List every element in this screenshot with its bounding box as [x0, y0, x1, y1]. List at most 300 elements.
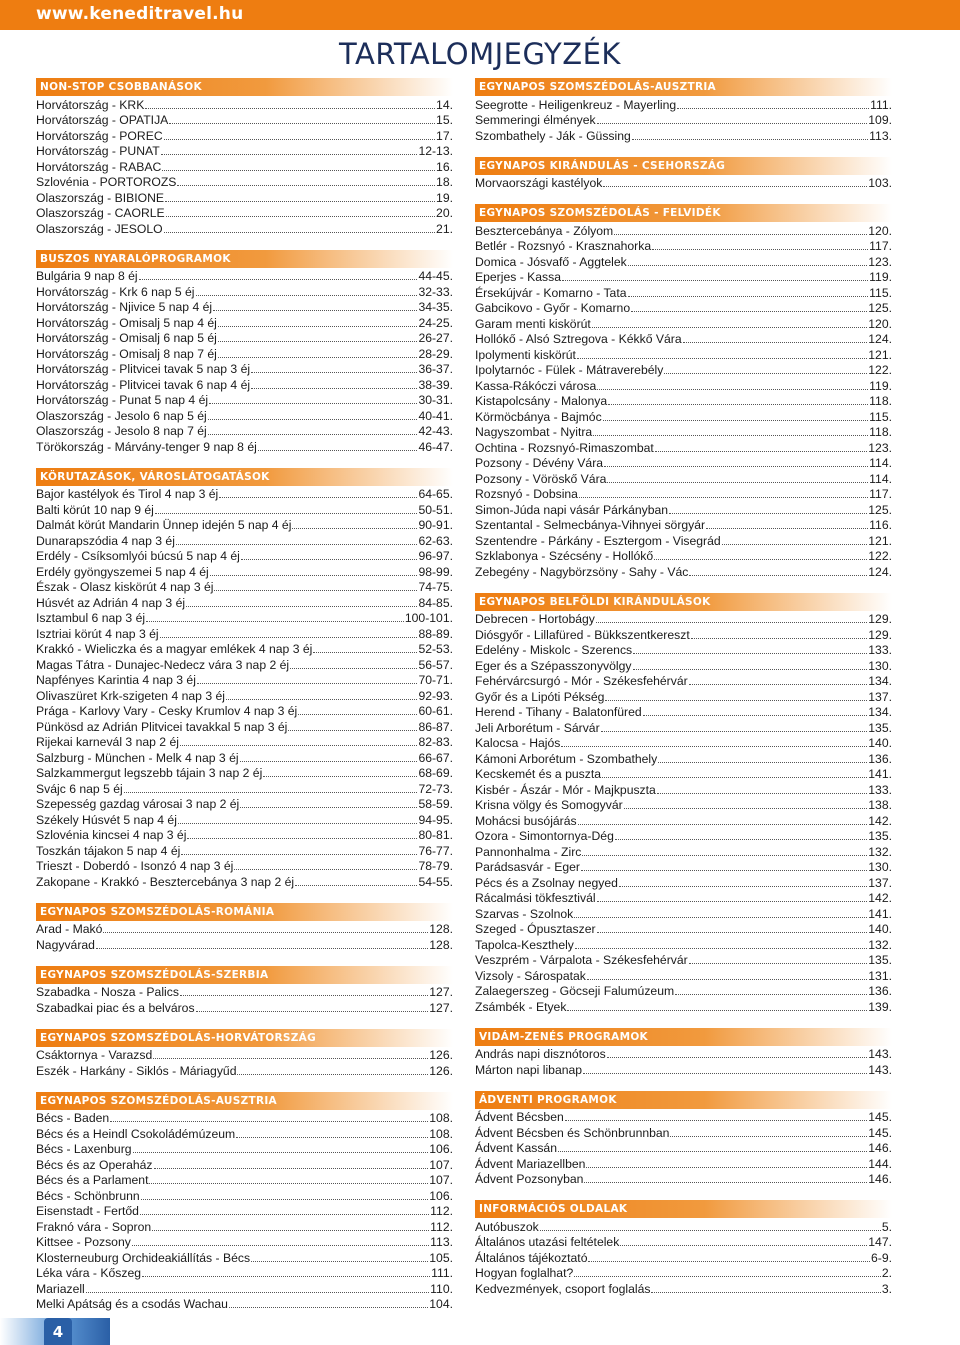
- entry-page-number: 110.: [430, 1281, 453, 1296]
- dot-leader: [164, 139, 435, 140]
- dot-leader: [669, 513, 867, 514]
- entry-title: Bécs - Baden: [36, 1111, 110, 1125]
- entry-title: Törökország - Márvány-tenger 9 nap 8 éj: [36, 439, 257, 454]
- toc-entry[interactable]: [475, 1124, 892, 1140]
- entry-title: Fehérvárcsurgó - Mór - Székesfehérvár: [475, 674, 688, 688]
- section-header: EGYNAPOS KIRÁNDULÁS - CSEHORSZÁG: [475, 157, 892, 175]
- entry-page-number: 111.: [870, 97, 892, 112]
- entry-page-number: 147.: [868, 1235, 892, 1249]
- toc-entry[interactable]: [475, 1218, 892, 1234]
- entry-page-number: 141.: [868, 767, 892, 781]
- section-gap: [475, 1077, 892, 1091]
- dot-leader: [197, 683, 418, 684]
- toc-entry[interactable]: [36, 268, 453, 284]
- toc-entry[interactable]: [475, 828, 892, 844]
- entry-page-number: 142.: [868, 891, 892, 905]
- toc-entry[interactable]: [475, 921, 892, 937]
- entry-title: Kittsee - Pozsony: [36, 1235, 131, 1249]
- entry-title: Mohácsi busójárás: [475, 813, 577, 828]
- dot-leader: [237, 1074, 428, 1075]
- toc-entry[interactable]: [475, 812, 892, 828]
- entry-title: Besztercebánya - Zólyom: [475, 223, 614, 238]
- toc-entry[interactable]: [475, 238, 892, 254]
- entry-page-number: 119.: [869, 378, 892, 393]
- toc-entry[interactable]: [475, 269, 892, 285]
- entry-title: Erdély - Csíksomlyói búcsú 5 nap 4 éj: [36, 549, 240, 563]
- entry-title: Horvátország - Omisalj 6 nap 5 éj: [36, 331, 217, 345]
- toc-entry[interactable]: [36, 127, 453, 143]
- entry-title: Szklabonya - Szécsény - Hollókő: [475, 549, 654, 563]
- toc-entry[interactable]: [36, 936, 453, 952]
- entry-page-number: 135.: [868, 953, 892, 967]
- toc-entry[interactable]: [475, 611, 892, 627]
- dot-leader: [632, 139, 868, 140]
- entry-title: Zsámbék - Etyek: [475, 999, 567, 1014]
- toc-entry[interactable]: [36, 1062, 453, 1078]
- dot-leader: [654, 559, 867, 560]
- toc-section: [475, 593, 892, 1014]
- dot-leader: [132, 1245, 429, 1246]
- entry-page-number: 19.: [436, 190, 453, 205]
- toc-entry[interactable]: [36, 517, 453, 533]
- entry-page-number: 60-61.: [418, 704, 453, 718]
- dot-leader: [628, 265, 868, 266]
- dot-leader: [251, 372, 417, 373]
- toc-entry[interactable]: [36, 1203, 453, 1219]
- toc-entry[interactable]: [36, 96, 453, 112]
- toc-entry[interactable]: [36, 780, 453, 796]
- toc-entry[interactable]: [36, 563, 453, 579]
- entry-page-number: 36-37.: [418, 362, 453, 376]
- toc-section: [36, 966, 453, 1015]
- entry-title: Bécs - Schönbrunn: [36, 1188, 140, 1203]
- dot-leader: [582, 855, 867, 856]
- toc-entry[interactable]: [475, 408, 892, 424]
- toc-entry[interactable]: [36, 641, 453, 657]
- toc-entry[interactable]: [475, 952, 892, 968]
- dot-leader: [209, 403, 417, 404]
- entry-page-number: 84-85.: [418, 595, 453, 610]
- toc-entry[interactable]: [36, 1172, 453, 1188]
- toc-entry[interactable]: [475, 983, 892, 999]
- toc-entry[interactable]: [36, 1249, 453, 1265]
- entry-title: Szeged - Ópusztaszer: [475, 922, 596, 936]
- entry-page-number: 107.: [429, 1173, 453, 1187]
- entry-page-number: 66-67.: [418, 750, 453, 765]
- top-banner: [0, 0, 960, 30]
- entry-page-number: 78-79.: [418, 859, 453, 873]
- dot-leader: [607, 1057, 868, 1058]
- entry-page-number: 70-71.: [418, 673, 453, 687]
- entry-title: Fraknó vára - Sopron: [36, 1219, 152, 1234]
- dot-leader: [605, 700, 867, 701]
- toc-section: [36, 1092, 453, 1312]
- toc-entry[interactable]: [475, 1061, 892, 1077]
- toc-entry[interactable]: [475, 859, 892, 875]
- toc-entry[interactable]: [36, 548, 453, 564]
- toc-entry[interactable]: [475, 548, 892, 564]
- toc-entry[interactable]: [36, 407, 453, 423]
- toc-entry[interactable]: [36, 158, 453, 174]
- toc-entry[interactable]: [475, 642, 892, 658]
- toc-entry[interactable]: [475, 704, 892, 720]
- toc-entry[interactable]: [475, 517, 892, 533]
- dot-leader: [624, 808, 868, 809]
- entry-page-number: 144.: [868, 1156, 892, 1171]
- dot-leader: [577, 358, 867, 359]
- toc-entry[interactable]: [475, 439, 892, 455]
- entry-page-number: 131.: [868, 968, 892, 983]
- toc-entry[interactable]: [475, 1140, 892, 1156]
- entry-title: Ozora - Simontornya-Dég: [475, 829, 614, 843]
- toc-entry[interactable]: [36, 984, 453, 1000]
- toc-entry[interactable]: [475, 936, 892, 952]
- toc-entry[interactable]: [475, 1265, 892, 1281]
- toc-entry[interactable]: [475, 1109, 892, 1125]
- entry-page-number: 137.: [868, 875, 892, 890]
- toc-entry[interactable]: [36, 656, 453, 672]
- entry-page-number: 115.: [869, 409, 892, 424]
- dot-leader: [587, 979, 867, 980]
- toc-entry[interactable]: [36, 1218, 453, 1234]
- entry-title: Edelény - Miskolc - Szerencs: [475, 643, 633, 657]
- toc-entry[interactable]: [475, 750, 892, 766]
- toc-entry[interactable]: [36, 594, 453, 610]
- toc-entry[interactable]: [36, 330, 453, 346]
- toc-entry[interactable]: [36, 765, 453, 781]
- toc-entry[interactable]: [36, 1125, 453, 1141]
- toc-entry[interactable]: [36, 532, 453, 548]
- entry-page-number: 88-89.: [418, 626, 453, 641]
- toc-entry[interactable]: [475, 501, 892, 517]
- toc-entry[interactable]: [475, 673, 892, 689]
- entry-title: Pünkösd az Adrián Plitvicei tavakkal 5 nap 3 éj: [36, 719, 288, 734]
- toc-entry[interactable]: [36, 1187, 453, 1203]
- toc-entry[interactable]: [475, 127, 892, 143]
- toc-entry[interactable]: [36, 283, 453, 299]
- toc-entry[interactable]: [36, 827, 453, 843]
- entry-title: Horvátország - RABAC: [36, 159, 162, 174]
- toc-entry[interactable]: [475, 735, 892, 751]
- toc-entry[interactable]: [36, 749, 453, 765]
- toc-entry[interactable]: [475, 1046, 892, 1062]
- toc-entry[interactable]: [36, 1047, 453, 1063]
- entry-page-number: 56-57.: [418, 657, 453, 672]
- entry-title: Mariazell: [36, 1281, 85, 1296]
- entry-title: Jeli Arborétum - Sárvár: [475, 720, 600, 735]
- dot-leader: [145, 108, 435, 109]
- dot-leader: [579, 497, 868, 498]
- toc-entry[interactable]: [36, 858, 453, 874]
- toc-entry[interactable]: [475, 1280, 892, 1296]
- entry-title: Szlovénia kincsei 4 nap 3 éj: [36, 828, 187, 842]
- site-url-link[interactable]: www.keneditravel.hu: [36, 4, 244, 24]
- toc-entry[interactable]: [475, 905, 892, 921]
- toc-entry[interactable]: [36, 1156, 453, 1172]
- entry-title: Rijekai karnevál 3 nap 2 éj: [36, 735, 179, 749]
- dot-leader: [142, 1276, 430, 1277]
- toc-entry[interactable]: [475, 688, 892, 704]
- entry-title: Salzkammergut legszebb tájain 3 nap 2 éj: [36, 766, 263, 780]
- section-gap: [475, 143, 892, 157]
- dot-leader: [603, 420, 869, 421]
- dot-leader: [149, 1183, 428, 1184]
- toc-entry[interactable]: [475, 890, 892, 906]
- toc-entry[interactable]: [475, 96, 892, 112]
- entry-title: Hogyan foglalhat?: [475, 1266, 574, 1280]
- toc-entry[interactable]: [36, 718, 453, 734]
- entry-page-number: 62-63.: [418, 533, 453, 548]
- entry-title: Ádvent Bécsben és Schönbrunnban: [475, 1125, 670, 1140]
- toc-entry[interactable]: [36, 392, 453, 408]
- toc-section: [475, 1200, 892, 1296]
- entry-page-number: 117.: [869, 487, 892, 501]
- dot-leader: [86, 1292, 429, 1293]
- toc-entry[interactable]: [475, 222, 892, 238]
- dot-leader: [234, 869, 417, 870]
- entry-page-number: 128.: [429, 922, 453, 936]
- toc-entry[interactable]: [475, 284, 892, 300]
- toc-entry[interactable]: [36, 1234, 453, 1250]
- entry-title: Parádsasvár - Eger: [475, 860, 580, 874]
- toc-entry[interactable]: [475, 315, 892, 331]
- entry-title: Eisenstadt - Fertőd: [36, 1204, 139, 1218]
- toc-entry[interactable]: [36, 220, 453, 236]
- entry-page-number: 127.: [429, 985, 453, 999]
- entry-title: Horvátország - Njivice 5 nap 4 éj: [36, 300, 213, 314]
- dot-leader: [162, 170, 435, 171]
- toc-section: [475, 1028, 892, 1077]
- entry-page-number: 128.: [429, 937, 453, 952]
- toc-entry[interactable]: [36, 314, 453, 330]
- entry-page-number: 141.: [868, 906, 892, 921]
- toc-entry[interactable]: [475, 563, 892, 579]
- section-gap: [36, 1015, 453, 1029]
- dot-leader: [607, 482, 868, 483]
- dot-leader: [588, 1261, 870, 1262]
- dot-leader: [597, 123, 868, 124]
- toc-entry[interactable]: [36, 610, 453, 626]
- toc-section: [36, 468, 453, 889]
- toc-entry[interactable]: [475, 175, 892, 191]
- entry-title: Arad - Makó: [36, 922, 103, 936]
- toc-entry[interactable]: [36, 921, 453, 937]
- entry-page-number: 32-33.: [418, 284, 453, 299]
- toc-entry[interactable]: [36, 687, 453, 703]
- entry-page-number: 108.: [429, 1126, 453, 1141]
- dot-leader: [597, 389, 868, 390]
- section-header: BUSZOS NYARALÓPROGRAMOK: [36, 250, 453, 268]
- entry-title: Bécs és a Parlament: [36, 1173, 149, 1187]
- toc-entry[interactable]: [36, 112, 453, 128]
- dot-leader: [133, 1152, 429, 1153]
- toc-entry[interactable]: [475, 843, 892, 859]
- dot-leader: [258, 450, 418, 451]
- page-title: TARTALOMJEGYZÉK: [339, 37, 621, 71]
- dot-leader: [160, 637, 418, 638]
- entry-page-number: 6-9.: [870, 1250, 892, 1265]
- dot-leader: [236, 1137, 428, 1138]
- toc-entry[interactable]: [475, 1249, 892, 1265]
- toc-entry[interactable]: [36, 423, 453, 439]
- entry-title: Horvátország - Krk 6 nap 5 éj: [36, 284, 195, 299]
- entry-title: Dalmát körút Mandarin Ünnep idején 5 nap 4 éj: [36, 518, 292, 532]
- entry-title: Horvátország - KRK: [36, 97, 145, 112]
- entry-page-number: 58-59.: [418, 797, 453, 811]
- toc-entry[interactable]: [475, 253, 892, 269]
- toc-entry[interactable]: [36, 501, 453, 517]
- toc-entry[interactable]: [475, 470, 892, 486]
- dot-leader: [140, 1214, 429, 1215]
- entry-page-number: 12-13.: [418, 144, 453, 158]
- toc-entry[interactable]: [36, 873, 453, 889]
- entry-title: Semmeringi élmények: [475, 113, 596, 127]
- entry-title: Ipolytarnóc - Fülek - Mátraverebély: [475, 363, 664, 377]
- toc-entry[interactable]: [36, 1280, 453, 1296]
- toc-entry[interactable]: [36, 672, 453, 688]
- dot-leader: [620, 1245, 867, 1246]
- dot-leader: [615, 839, 867, 840]
- dot-leader: [602, 777, 867, 778]
- toc-entry[interactable]: [475, 766, 892, 782]
- entry-page-number: 113.: [430, 1235, 453, 1249]
- entry-title: Rácalmási tökfesztivál: [475, 891, 596, 905]
- toc-entry[interactable]: [36, 189, 453, 205]
- toc-entry[interactable]: [36, 734, 453, 750]
- entry-page-number: 122.: [868, 363, 892, 377]
- toc-entry[interactable]: [36, 361, 453, 377]
- toc-entry[interactable]: [475, 1171, 892, 1187]
- toc-entry[interactable]: [475, 797, 892, 813]
- entry-page-number: 135.: [868, 720, 892, 735]
- entry-page-number: 135.: [868, 829, 892, 843]
- entry-title: Ádvent Kassán: [475, 1141, 557, 1155]
- toc-entry[interactable]: [475, 486, 892, 502]
- entry-title: Horvátország - Plitvicei tavak 6 nap 4 éj: [36, 377, 251, 392]
- dot-leader: [180, 995, 428, 996]
- section-gap: [36, 454, 453, 468]
- toc-entry[interactable]: [475, 346, 892, 362]
- toc-entry[interactable]: [36, 299, 453, 315]
- section-header: EGYNAPOS SZOMSZÉDOLÁS-SZERBIA: [36, 966, 453, 984]
- toc-entry[interactable]: [36, 438, 453, 454]
- dot-leader: [567, 1010, 867, 1011]
- section-header: KÖRUTAZÁSOK, VÁROSLÁTOGATÁSOK: [36, 468, 453, 486]
- dot-leader: [586, 1167, 867, 1168]
- toc-entry[interactable]: [36, 703, 453, 719]
- toc-section: [36, 78, 453, 236]
- toc-entry[interactable]: [475, 377, 892, 393]
- entry-title: Horvátország - Plitvicei tavak 5 nap 3 éj: [36, 362, 251, 376]
- toc-entry[interactable]: [475, 657, 892, 673]
- entry-page-number: 134.: [868, 674, 892, 688]
- entry-title: Kámoni Arborétum - Szombathely: [475, 751, 658, 766]
- entry-title: Ipolymenti kiskörút: [475, 347, 576, 362]
- entry-title: Hollókő - Alsó Sztregova - Kékkő Vára: [475, 332, 682, 346]
- entry-title: Bécs és az Operaház: [36, 1157, 153, 1172]
- toc-entry[interactable]: [475, 998, 892, 1014]
- toc-entry[interactable]: [36, 842, 453, 858]
- entry-page-number: 118.: [869, 425, 892, 439]
- toc-entry[interactable]: [475, 626, 892, 642]
- toc-entry[interactable]: [475, 424, 892, 440]
- dot-leader: [670, 1136, 867, 1137]
- toc-entry[interactable]: [475, 719, 892, 735]
- toc-entry[interactable]: [36, 1296, 453, 1312]
- toc-entry[interactable]: [475, 781, 892, 797]
- dot-leader: [631, 311, 867, 312]
- section-gap: [36, 889, 453, 903]
- entry-page-number: 46-47.: [418, 439, 453, 454]
- entry-title: Toszkán tájakon 5 nap 4 éj: [36, 843, 181, 858]
- toc-entry[interactable]: [36, 796, 453, 812]
- toc-entry[interactable]: [475, 967, 892, 983]
- dot-leader: [251, 388, 417, 389]
- entry-page-number: 94-95.: [418, 812, 453, 827]
- dot-leader: [633, 669, 868, 670]
- toc-entry[interactable]: [475, 362, 892, 378]
- toc-entry[interactable]: [475, 1234, 892, 1250]
- section-header: VIDÁM-ZENÉS PROGRAMOK: [475, 1028, 892, 1046]
- toc-entry[interactable]: [475, 532, 892, 548]
- entry-title: Székely Húsvét 5 nap 4 éj: [36, 812, 177, 827]
- toc-entry[interactable]: [36, 811, 453, 827]
- entry-page-number: 24-25.: [418, 315, 453, 330]
- dot-leader: [683, 342, 868, 343]
- entry-title: Garam menti kiskörút: [475, 316, 591, 331]
- entry-title: Szepesség gazdag városai 3 nap 2 éj: [36, 797, 240, 811]
- toc-entry[interactable]: [36, 625, 453, 641]
- toc-entry[interactable]: [36, 1141, 453, 1157]
- entry-title: Zebegény - Nagybörzsöny - Sahy - Vác: [475, 564, 689, 579]
- toc-entry[interactable]: [36, 376, 453, 392]
- dot-leader: [181, 854, 417, 855]
- toc-entry[interactable]: [36, 579, 453, 595]
- toc-entry[interactable]: [475, 300, 892, 316]
- dot-leader: [633, 653, 867, 654]
- toc-entry[interactable]: [36, 486, 453, 502]
- toc-entry[interactable]: [475, 1155, 892, 1171]
- toc-entry[interactable]: [36, 1265, 453, 1281]
- toc-entry[interactable]: [36, 205, 453, 221]
- toc-entry[interactable]: [475, 393, 892, 409]
- section-header: INFORMÁCIÓS OLDALAK: [475, 1200, 892, 1218]
- dot-leader: [139, 279, 418, 280]
- toc-entry[interactable]: [475, 112, 892, 128]
- entry-page-number: 120.: [868, 316, 892, 331]
- toc-entry[interactable]: [475, 874, 892, 890]
- toc-entry[interactable]: [475, 331, 892, 347]
- entry-page-number: 124.: [868, 564, 892, 579]
- dot-leader: [218, 357, 418, 358]
- entry-title: Domica - Jósvafő - Aggtelek: [475, 254, 627, 269]
- toc-entry[interactable]: [36, 345, 453, 361]
- dot-leader: [263, 776, 417, 777]
- toc-entry[interactable]: [36, 174, 453, 190]
- entry-title: Veszprém - Várpalota - Székesfehérvár: [475, 953, 688, 967]
- entry-page-number: 146.: [868, 1172, 892, 1186]
- toc-entry[interactable]: [36, 143, 453, 159]
- toc-entry[interactable]: [36, 1110, 453, 1126]
- entry-title: Isztambul 6 nap 3 éj: [36, 611, 146, 625]
- toc-entry[interactable]: [36, 999, 453, 1015]
- entry-page-number: 122.: [868, 549, 892, 563]
- dot-leader: [187, 838, 417, 839]
- entry-page-number: 121.: [868, 533, 892, 548]
- entry-page-number: 72-73.: [418, 781, 453, 796]
- toc-entry[interactable]: [475, 455, 892, 471]
- entry-page-number: 52-53.: [418, 642, 453, 656]
